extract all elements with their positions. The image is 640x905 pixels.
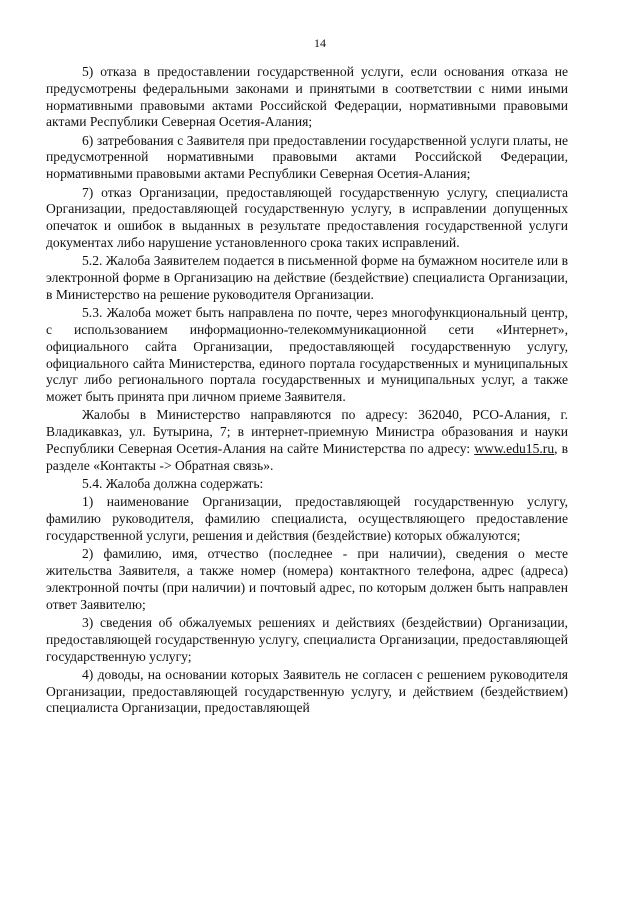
paragraph-item-5: 5) отказа в предоставлении государственной услуги, если основания отказа не предусмотрены федеральными законами и принятыми в соответствии с ними иными нормативными правовыми актами Российской Федерации, нормативными правовыми актами Республики Северная Осетия-Алания;: [46, 64, 568, 130]
paragraph-section-5-3: 5.3. Жалоба может быть направлена по почте, через многофункциональный центр, с использованием информационно-телекоммуникационной сети «Интернет», официального сайта Организации, предоставляющей государственную услугу, официального сайта Министерства, единого портала государственных и муниципальных услуг либо регионального портала государственных и муниципальных услуг, а также может быть принята при личном приеме Заявителя.: [46, 305, 568, 405]
paragraph-complaints-ministry: [46, 407, 568, 474]
paragraph-section-5-4: 5.4. Жалоба должна содержать:: [82, 476, 264, 492]
paragraph-item-6: 6) затребования с Заявителя при предоставлении государственной услуги платы, не предусмотренной нормативными правовыми актами Российской Федерации, нормативными правовыми актами Республики Северная Осетия-Алания;: [46, 132, 568, 182]
ministry-address-text: Жалобы в Министерство направляются по адресу: 362040, РСО-Алания, г. Владикавказ, ул. Бутырина, 7; в интернет-приемную Министра образования и науки Республики Северная Осетия-Алания на сайте Министерства по адресу:: [46, 407, 568, 457]
paragraph-requirement-1: 1) наименование Организации, предоставляющей государственную услугу, фамилию руководителя, фамилию специалиста, осуществляющего предоставление государственной услуги, решения и действия (бездействие) которых обжалуются;: [46, 494, 568, 544]
paragraph-item-7: 7) отказ Организации, предоставляющей государственную услугу, специалиста Организации, предоставляющей государственную услугу, в исправлении допущенных опечаток и ошибок в выданных в результате предоставления государственной услуги документах либо нарушение установленного срока таких исправлений.: [46, 184, 568, 250]
paragraph-requirement-2: 2) фамилию, имя, отчество (последнее - при наличии), сведения о месте жительства Заявителя, а также номер (номера) контактного телефона, адрес (адреса) электронной почты (при наличии) и почтовый адрес, по которым должен быть направлен ответ Заявителю;: [46, 546, 568, 612]
paragraph-requirement-4: 4) доводы, на основании которых Заявитель не согласен с решением руководителя Организации, предоставляющей государственную услугу, и действием (бездействием) специалиста Организации, предоставляющей: [46, 666, 568, 716]
ministry-website-link[interactable]: www.edu15.ru: [474, 441, 555, 457]
page-number: 14: [314, 36, 326, 50]
document-body: [46, 64, 568, 717]
ministry-contacts-text: , в разделе «Контакты -> Обратная связь».: [46, 441, 569, 473]
paragraph-section-5-2: 5.2. Жалоба Заявителем подается в письменной форме на бумажном носителе или в электронной форме в Организацию на действие (бездействие) специалиста Организации, в Министерство на решение руководителя Организации.: [46, 253, 568, 302]
paragraph-requirement-3: 3) сведения об обжалуемых решениях и действиях (бездействии) Организации, предоставляющей государственную услугу, специалиста Организации, предоставляющей государственную услугу;: [46, 615, 568, 664]
